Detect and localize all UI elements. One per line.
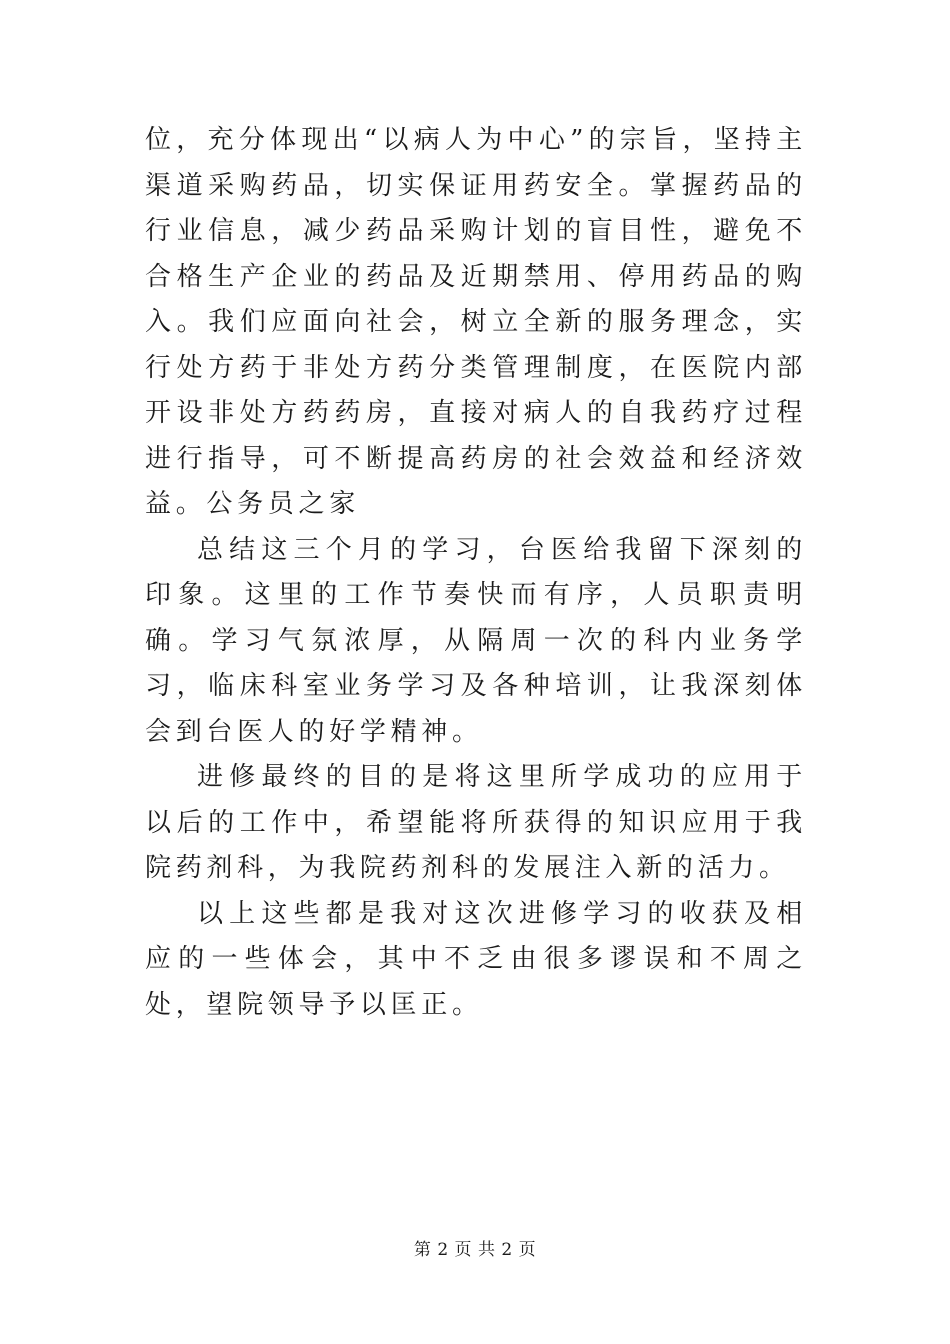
paragraph-continuation: 位，充分体现出“以病人为中心”的宗旨，坚持主渠道采购药品，切实保证用药安全。掌握药品的行业信息，减少药品采购计划的盲目性，避免不合格生产企业的药品及近期禁用、停用药品的购入。我们应面向社会，树立全新的服务理念，实行处方药于非处方药分类管理制度，在医院内部开设非处方药药房，直接对病人的自我药疗过程进行指导，可不断提高药房的社会效益和经济效益。公务员之家 [145, 125, 807, 519]
document-body [145, 118, 807, 1028]
page-number-footer: 第 2 页 共 2 页 [413, 1240, 537, 1260]
paragraph-closing: 以上这些都是我对这次进修学习的收获及相应的一些体会，其中不乏由很多谬误和不周之处，望院领导予以匡正。 [145, 898, 807, 1020]
paragraph-goal: 进修最终的目的是将这里所学成功的应用于以后的工作中，希望能将所获得的知识应用于我院药剂科，为我院药剂科的发展注入新的活力。 [145, 762, 807, 883]
paragraph-summary: 总结这三个月的学习，台医给我留下深刻的印象。这里的工作节奏快而有序，人员职责明确。学习气氛浓厚，从隔周一次的科内业务学习，临床科室业务学习及各种培训，让我深刻体会到台医人的好学精神。 [145, 534, 807, 747]
